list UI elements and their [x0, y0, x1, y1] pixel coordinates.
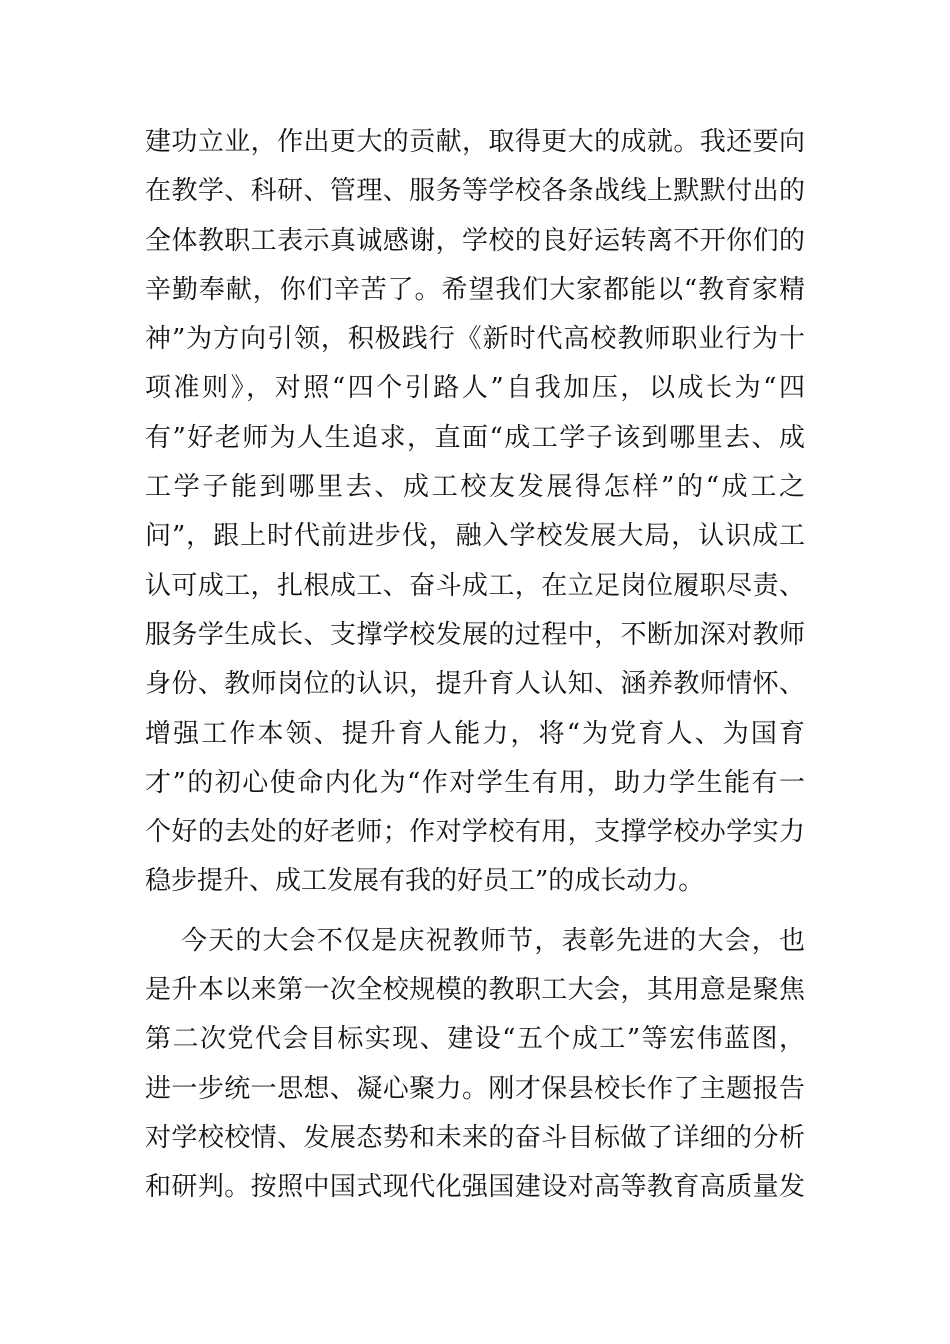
text-line: 在教学、科研、管理、服务等学校各条战线上默默付出的 [145, 176, 805, 207]
text-line: 进一步统一思想、凝心聚力。刚才保县校长作了主题报告 [145, 1073, 805, 1104]
document-page [145, 118, 805, 1213]
text-line: 稳步提升、成工发展有我的好员工”的成长动力。 [145, 866, 705, 897]
text-line: 项准则》，对照“四个引路人”自我加压，以成长为“四 [145, 373, 805, 404]
text-line: 有”好老师为人生追求，直面“成工学子该到哪里去、成 [145, 422, 805, 453]
text-line: 问”，跟上时代前进步伐，融入学校发展大局，认识成工 [145, 521, 805, 552]
text-line: 身份、教师岗位的认识，提升育人认知、涵养教师情怀、 [145, 669, 805, 700]
text-line: 对学校校情、发展态势和未来的奋斗目标做了详细的分析 [145, 1122, 805, 1153]
text-line: 全体教职工表示真诚感谢，学校的良好运转离不开你们的 [145, 225, 805, 256]
text-line: 服务学生成长、支撑学校发展的过程中，不断加深对教师 [145, 619, 805, 650]
text-line: 神”为方向引领，积极践行《新时代高校教师职业行为十 [145, 324, 805, 355]
paragraph-1 [145, 118, 805, 907]
text-line: 建功立业，作出更大的贡献，取得更大的成就。我还要向 [145, 127, 805, 157]
text-line: 工学子能到哪里去、成工校友发展得怎样”的“成工之 [145, 472, 805, 503]
paragraph-2 [145, 917, 805, 1213]
text-line: 才”的初心使命内化为“作对学生有用，助力学生能有一 [145, 767, 805, 798]
text-line: 今天的大会不仅是庆祝教师节，表彰先进的大会，也 [181, 925, 805, 956]
text-line: 认可成工，扎根成工、奋斗成工，在立足岗位履职尽责、 [145, 570, 805, 601]
text-line: 辛勤奉献，你们辛苦了。希望我们大家都能以“教育家精 [145, 274, 805, 305]
text-line: 是升本以来第一次全校规模的教职工大会，其用意是聚焦 [145, 975, 805, 1006]
text-line: 个好的去处的好老师；作对学校有用，支撑学校办学实力 [145, 817, 805, 848]
text-line: 增强工作本领、提升育人能力，将“为党育人、为国育 [145, 718, 805, 749]
text-line: 和研判。按照中国式现代化强国建设对高等教育高质量发 [145, 1172, 805, 1203]
text-line: 第二次党代会目标实现、建设“五个成工”等宏伟蓝图， [145, 1024, 805, 1055]
